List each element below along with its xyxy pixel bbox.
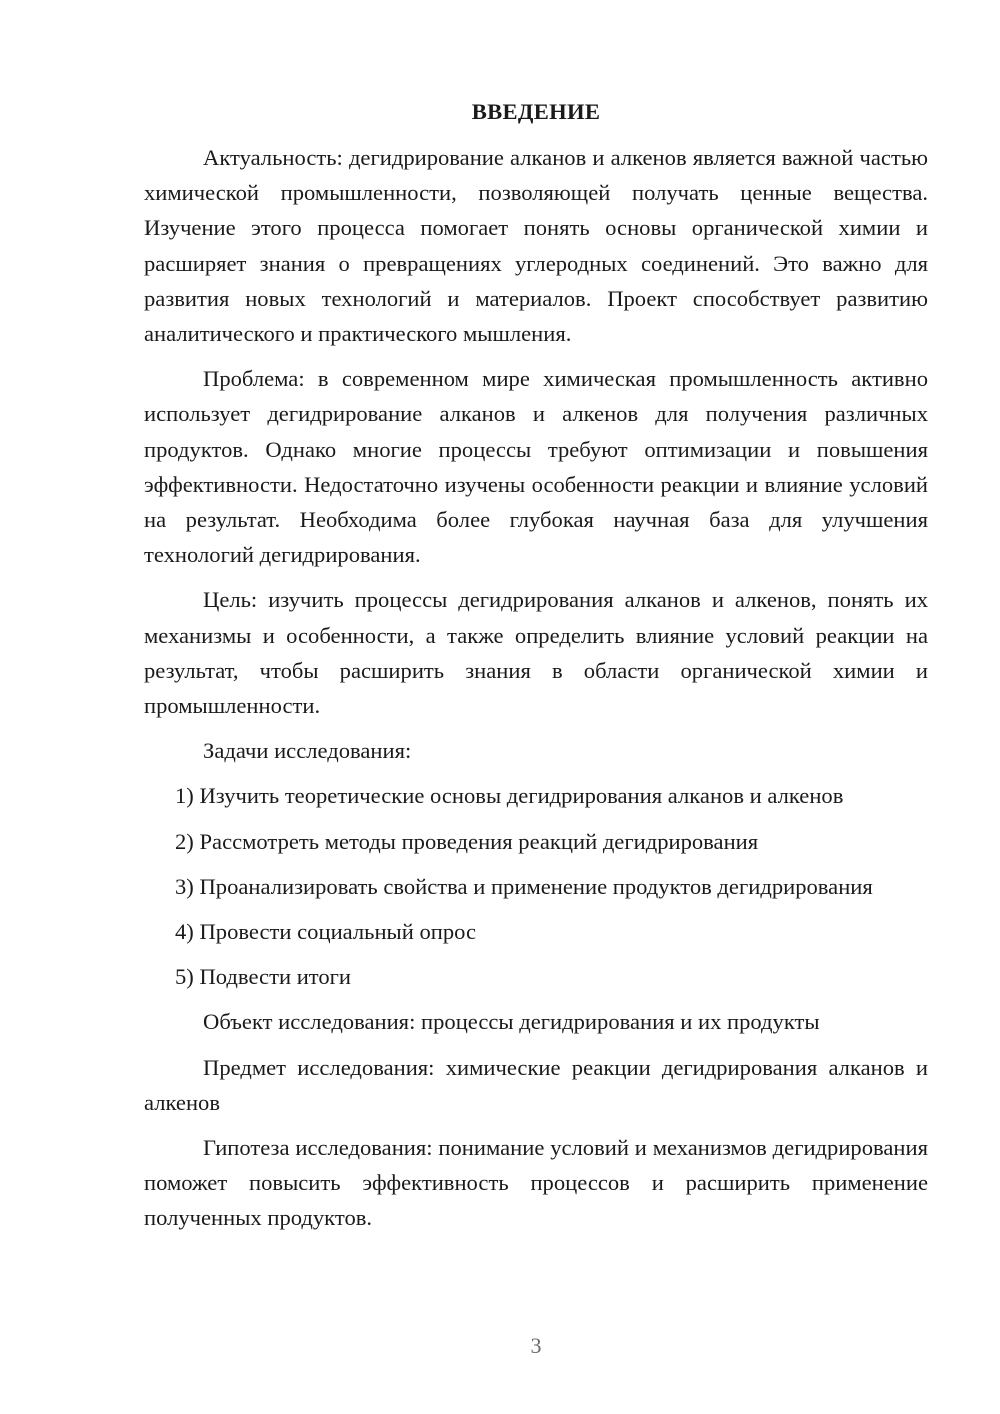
- goal-paragraph: Цель: изучить процессы дегидрирования алканов и алкенов, понять их механизмы и особенности, а также определить влияние условий реакции на результат, чтобы расширить знания в области органической химии и промышленности.: [144, 587, 928, 719]
- section-title: ВВЕДЕНИЕ: [471, 99, 601, 124]
- object-paragraph: Объект исследования: процессы дегидрирования и их продукты: [203, 1009, 820, 1035]
- task-item: 3) Проанализировать свойства и применение продуктов дегидрирования: [175, 873, 873, 899]
- relevance-paragraph: Актуальность: дегидрирование алканов и алкенов является важной частью химической промышленности, позволяющей получать ценные вещества. Изучение этого процесса помогает понять основы органической химии и расширяет знания о превращениях углеродных соединений. Это важно для развития новых технологий и материалов. Проект способствует развитию аналитического и практического мышления.: [144, 145, 928, 347]
- subject-paragraph: Предмет исследования: химические реакции дегидрирования алканов и алкенов: [144, 1054, 928, 1115]
- tasks-heading: Задачи исследования:: [203, 738, 412, 764]
- problem-paragraph: Проблема: в современном мире химическая промышленность активно использует дегидрирование алканов и алкенов для получения различных продуктов. Однако многие процессы требуют оптимизации и повышения эффективности. Недостаточно изучены особенности реакции и влияние условий на результат. Необходима более глубокая научная база для улучшения технологий дегидрирования.: [144, 366, 928, 568]
- tasks-list: [144, 778, 928, 994]
- page-number: 3: [530, 1333, 542, 1358]
- hypothesis-paragraph: Гипотеза исследования: понимание условий и механизмов дегидрирования поможет повысить эффективность процессов и расширить применение полученных продуктов.: [144, 1135, 928, 1231]
- task-item: 2) Рассмотреть методы проведения реакций дегидрирования: [175, 828, 759, 854]
- task-item: 5) Подвести итоги: [175, 964, 352, 990]
- task-item: 1) Изучить теоретические основы дегидрирования алканов и алкенов: [175, 783, 844, 809]
- task-item: 4) Провести социальный опрос: [175, 919, 477, 945]
- page-content: [144, 94, 928, 1246]
